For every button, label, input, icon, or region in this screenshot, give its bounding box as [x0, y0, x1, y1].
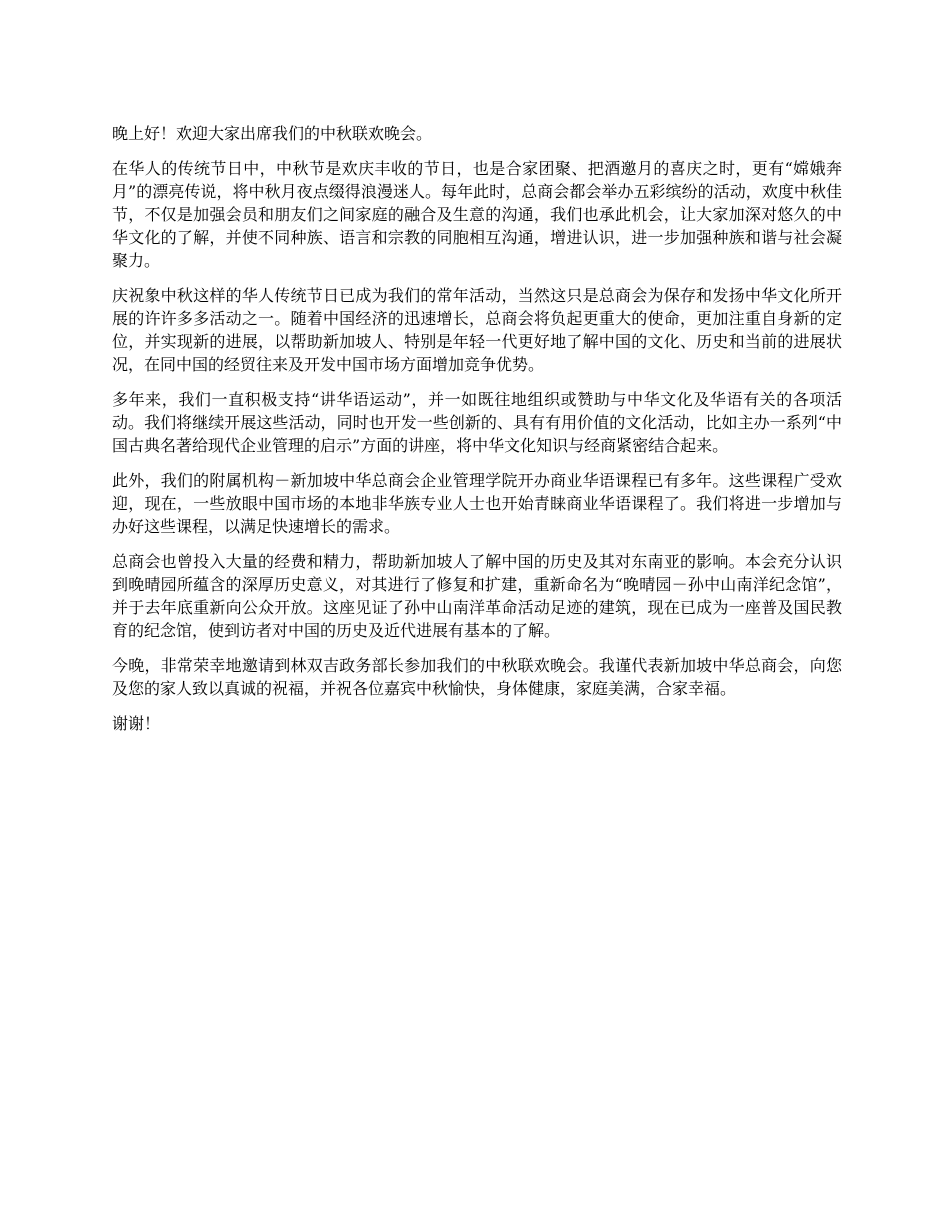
thank-you-paragraph: 谢谢！ [112, 714, 161, 733]
paragraph-cultural-mission: 庆祝象中秋这样的华人传统节日已成为我们的常年活动，当然这只是总商会为保存和发扬中华文化所开展的许许多多活动之一。随着中国经济的迅速增长，总商会将负起更重大的使命，更加注重自身新的定位，并实现新的进展，以帮助新加坡人、特别是年轻一代更好地了解中国的文化、历史和当前的进展状况，在同中国的经贸往来及开发中国市场方面增加竞争优势。 [112, 286, 842, 374]
paragraph-memorial-hall: 总商会也曾投入大量的经费和精力，帮助新加坡人了解中国的历史及其对东南亚的影响。本会充分认识到晚晴园所蕴含的深厚历史意义，对其进行了修复和扩建，重新命名为“晚晴园－孙中山南洋纪念馆”，并于去年底重新向公众开放。这座见证了孙中山南洋革命活动足迹的建筑，现在已成为一座普及国民教育的纪念馆，使到访者对中国的历史及近代进展有基本的了解。 [112, 552, 842, 640]
paragraph-mandarin-campaign: 多年来，我们一直积极支持“讲华语运动”，并一如既往地组织或赞助与中华文化及华语有关的各项活动。我们将继续开展这些活动，同时也开发一些创新的、具有有用价值的文化活动，比如主办一系列“中国古典名著给现代企业管理的启示”方面的讲座，将中华文化知识与经商紧密结合起来。 [112, 390, 842, 455]
paragraph-mid-autumn-tradition: 在华人的传统节日中，中秋节是欢庆丰收的节日，也是合家团聚、把酒邀月的喜庆之时，更有“嫦娥奔月”的漂亮传说，将中秋月夜点缀得浪漫迷人。每年此时，总商会都会举办五彩缤纷的活动，欢度中秋佳节，不仅是加强会员和朋友们之间家庭的融合及生意的沟通，我们也承此机会，让大家加深对悠久的中华文化的了解，并使不同种族、语言和宗教的同胞相互沟通，增进认识，进一步加强种族和谐与社会凝聚力。 [112, 159, 842, 270]
paragraph-business-chinese-courses: 此外，我们的附属机构－新加坡中华总商会企业管理学院开办商业华语课程已有多年。这些课程广受欢迎，现在，一些放眼中国市场的本地非华族专业人士也开始青睐商业华语课程了。我们将进一步增加与办好这些课程，以满足快速增长的需求。 [112, 471, 842, 536]
paragraph-closing-wishes: 今晚，非常荣幸地邀请到林双吉政务部长参加我们的中秋联欢晚会。我谨代表新加坡中华总商会，向您及您的家人致以真诚的祝福，并祝各位嘉宾中秋愉快，身体健康，家庭美满，合家幸福。 [112, 656, 842, 698]
document-page [112, 122, 842, 747]
greeting-paragraph: 晚上好！欢迎大家出席我们的中秋联欢晚会。 [112, 124, 433, 143]
